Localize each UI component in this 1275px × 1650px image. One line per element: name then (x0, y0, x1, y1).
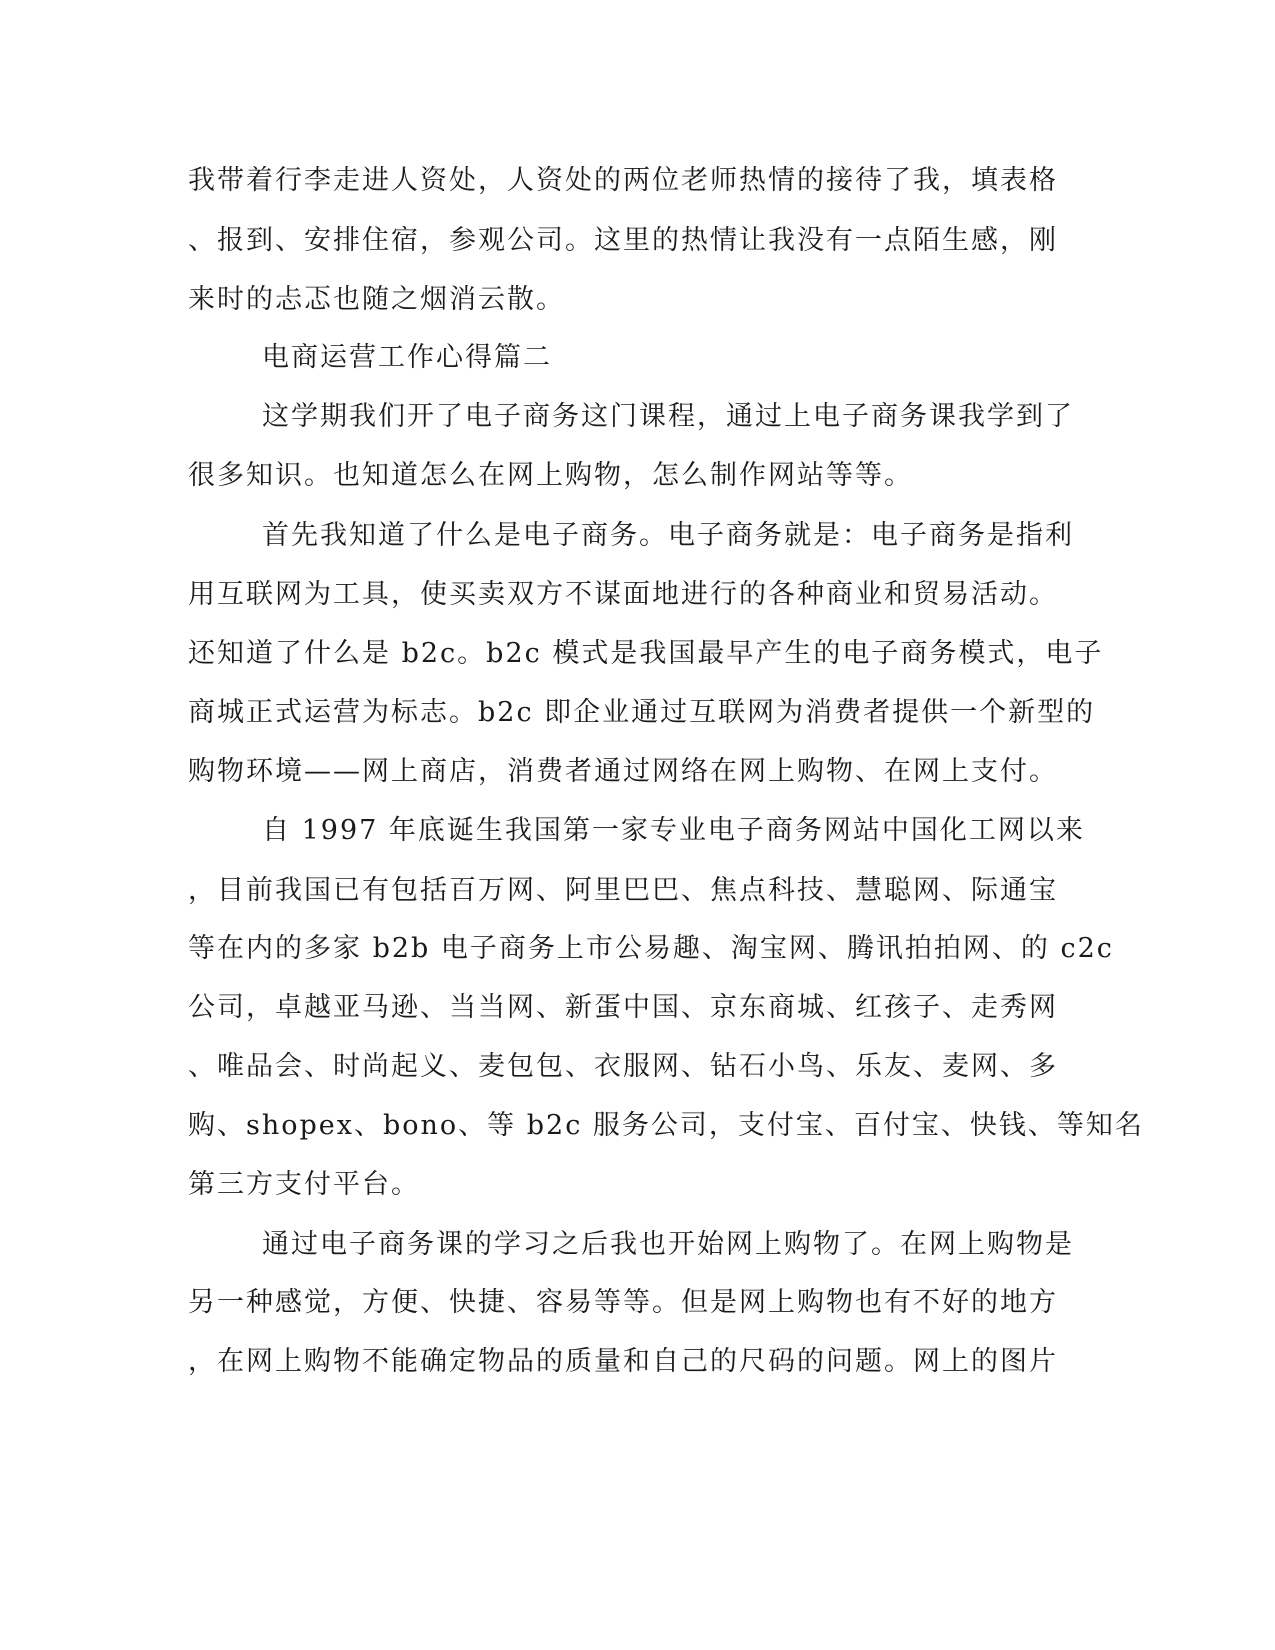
text-line: 公司，卓越亚马逊、当当网、新蛋中国、京东商城、红孩子、走秀网 (188, 992, 1058, 1023)
text-line: 首先我知道了什么是电子商务。电子商务就是：电子商务是指利 (262, 520, 1074, 551)
text-line: 商城正式运营为标志。b2c 即企业通过互联网为消费者提供一个新型的 (188, 697, 1096, 728)
text-line: 自 1997 年底诞生我国第一家专业电子商务网站中国化工网以来 (262, 815, 1085, 846)
text-line: 购、shopex、bono、等 b2c 服务公司，支付宝、百付宝、快钱、等知名 (188, 1110, 1144, 1141)
text-line: 还知道了什么是 b2c。b2c 模式是我国最早产生的电子商务模式，电子 (188, 638, 1104, 669)
text-line: 我带着行李走进人资处，人资处的两位老师热情的接待了我，填表格 (188, 165, 1058, 196)
text-line: 这学期我们开了电子商务这门课程，通过上电子商务课我学到了 (262, 401, 1074, 432)
text-line: 购物环境——网上商店，消费者通过网络在网上购物、在网上支付。 (188, 756, 1058, 787)
text-line: 、报到、安排住宿，参观公司。这里的热情让我没有一点陌生感，刚 (188, 225, 1058, 256)
text-line: 来时的忐忑也随之烟消云散。 (188, 284, 565, 315)
text-line: 等在内的多家 b2b 电子商务上市公易趣、淘宝网、腾讯拍拍网、的 c2c (188, 933, 1114, 964)
text-line: ，在网上购物不能确定物品的质量和自己的尺码的问题。网上的图片 (188, 1346, 1058, 1377)
text-line: 很多知识。也知道怎么在网上购物，怎么制作网站等等。 (188, 460, 913, 491)
text-line: 另一种感觉，方便、快捷、容易等等。但是网上购物也有不好的地方 (188, 1287, 1058, 1318)
text-line: 第三方支付平台。 (188, 1169, 420, 1200)
text-line: 、唯品会、时尚起义、麦包包、衣服网、钻石小鸟、乐友、麦网、多 (188, 1051, 1058, 1082)
section-heading: 电商运营工作心得篇二 (262, 342, 552, 373)
text-line: 通过电子商务课的学习之后我也开始网上购物了。在网上购物是 (262, 1229, 1074, 1260)
text-line: 用互联网为工具，使买卖双方不谋面地进行的各种商业和贸易活动。 (188, 579, 1058, 610)
text-line: ，目前我国已有包括百万网、阿里巴巴、焦点科技、慧聪网、际通宝 (188, 875, 1058, 906)
